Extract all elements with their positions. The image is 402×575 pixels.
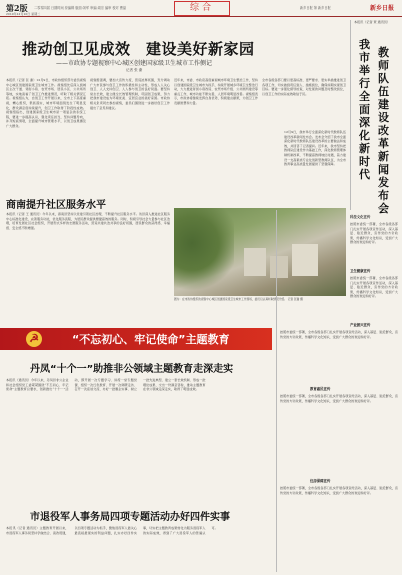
feature-byline: 本报讯（记者 贾 通讯员）: [354, 20, 390, 24]
main-article-col2: 视察组强调，要加大宣传力度，营造浓厚氛围，充分调动广大市民参与创卫工作的积极性和主动性，形成人人关心创卫、人人支持创卫、人人参与创卫的良好局面。要坚持常态长效，建立健全长效管理机制，巩固创卫成果，努力把我市建设成为环境优美、宜居宜业的美好家园。市政协相关负责同志参加视察，委员们围绕进一步做好创卫工作提出了意见和建议。: [90, 78, 170, 110]
sub-item-heading: 产业振兴宣传: [350, 323, 371, 327]
lower-article-1-text: 本报讯（通讯员）今年以来，丹凤县非公企业和社会组织党工委紧紧围绕“不忘初心、牢记使命”主题教育总要求，创新推出“十个一”活动，即开展一次专题学习、讲授一堂专题党课、组织一次红色教育、开展一次调研走访、召开一次座谈交流、办好一批惠企实事、树立一批先进典型、建立一套长效机制、形成一批理论成果、交出一份满意答卷，推动主题教育在非公领域走深走实，取得了明显成效。: [6, 378, 206, 392]
main-article-col4: 全市各级各部门要以更高标准、更严要求、更实举措推进创卫各项工作，切实做到责任到人、措施到位，确保如期实现创卫目标。要进一步强化督导检查，对发现的问题及时整改到位，以创卫工作的实际成效取信于民。: [262, 78, 346, 96]
lower-article-2-text: 本报讯（记者 通讯员）主题教育开展以来，市退役军人事务局坚持学做结合、查改贯通，以四项专题活动为抓手，聚焦退役军人最关心最直接最现实的利益问题，扎实办好四件实事，切实把主题教育成果转化为服务退役军人的实际成效，得到了广大退役军人的普遍认可。: [6, 526, 218, 535]
sub-item-text: 按照市委统一部署，全市各级各部门扎实开展各项宣传活动，深入基层、贴近群众，宣传党的方针政策，传播科学文化知识，受到广大群众的欢迎和好评。: [350, 222, 398, 245]
sub-item-heading: 住房保障宣传: [310, 479, 331, 483]
page-number: 第2版: [6, 3, 28, 13]
section-label: 综合: [174, 1, 230, 16]
party-emblem-icon: ☭: [26, 331, 42, 347]
feature-title-col2: 教师队伍建设改革新闻发布会: [378, 46, 389, 215]
sub-item-text: 按照市委统一部署，全市各级各部门扎实开展各项宣传活动，深入基层、贴近群众，宣传党的方针政策，传播科学文化知识，受到广大群众的欢迎和好评。: [280, 394, 398, 403]
photo-building: [270, 256, 288, 278]
header-meta: 二零零四届 日期时间 综编辑 版面:刘军 审编:周宗 编审 校对 曹晶: [34, 6, 127, 10]
lower-headline-1: 丹凤“十个一”助推非公领域主题教育走深走实: [30, 364, 234, 375]
header-right-meta: 新乡日报 第 新乡日报: [300, 6, 331, 10]
photo-caption: 图为：在市政协组织的视察中心城区创建国家级卫生城市工作现场，委员们认真听取情况介绍。 记者 张谢 摄: [174, 297, 303, 301]
second-article-text: 本报讯（记者 王 通讯员）今年以来，商南县坚持以党建引领社区治理，不断提升社区服务水平。该县深入推进社区服务中心标准化建设，完善服务功能，优化服务流程，为居民群众提供便捷高效的服务。同时，积极引导社会力量参与社区治理，培育发展社区社会组织，开展形式多样的志愿服务活动，营造共建共治共享的良好氛围，居民群众的获得感、幸福感、安全感不断增强。: [6, 212, 170, 230]
banner-text: “不忘初心、牢记使命”主题教育: [72, 333, 230, 346]
sub-item-text: 按照市委统一部署，全市各级各部门扎实开展各项宣传活动，深入基层、贴近群众，宣传党的方针政策，传播科学文化知识，受到广大群众的欢迎和好评。: [280, 486, 398, 495]
photo-building: [292, 244, 318, 276]
feature-title-col1: 我市举行全面深化新时代: [359, 38, 370, 181]
lower-headline-2: 市退役军人事务局四项专题活动办好四件实事: [30, 512, 230, 523]
news-photo: [174, 208, 346, 296]
photo-trees: [174, 208, 234, 296]
main-article-col1: 本报讯（记者 张 谢）12月9日，市政协组织部分委员视察中心城区创建国家级卫生城市工作。视察组先后深入到城区主次干道、背街小巷、农贸市场、居民小区、公共场所等地，实地查看了创卫工作推进情况，听取了相关情况汇报。视察组认为，自创卫工作开展以来，全市上下高度重视，精心组织，狠抓落实，城市环境面貌发生了明显变化，群众满意度持续提升，创卫工作取得了阶段性成效。视察组指出，创建国家级卫生城市是一项复杂的系统工程，要进一步提高认识，强化责任担当，坚持问题导向，补齐短板弱项，全面提升城市管理水平，以创卫成果惠及广大群众。: [6, 78, 86, 128]
column-divider: [350, 20, 351, 210]
sub-item-heading: 科技文化宣传: [350, 215, 371, 219]
second-headline: 商南提升社区服务水平: [6, 200, 106, 211]
page-header: [0, 0, 402, 17]
sub-item-heading: 卫生健康宣传: [350, 269, 371, 273]
sub-item-heading: 教育惠民宣传: [310, 387, 331, 391]
main-article-col3: 近年来，市委、市政府高度重视城市环境卫生整治工作，坚持以创建国家级卫生城市为抓手，持续开展城乡环境卫生整治行动，大力推进背街小巷改造、农贸市场升级、公共厕所建设等重点工作，城市功能不断完善，人居环境明显改善。视察组表示，市政协将继续发挥自身优势，积极建言献策，为创卫工作贡献智慧和力量。: [174, 78, 258, 105]
main-byline: 记者 张 谢: [126, 68, 143, 72]
column-divider: [276, 210, 277, 572]
main-subhead: ——市政协专题视察中心城区创建国家级卫生城市工作侧记: [56, 60, 213, 67]
sub-item-text: 按照市委统一部署，全市各级各部门扎实开展各项宣传活动，深入基层、贴近群众，宣传党的方针政策，传播科学文化知识，受到广大群众的欢迎和好评。: [350, 276, 398, 299]
sub-item-text: 按照市委统一部署，全市各级各部门扎实开展各项宣传活动，深入基层、贴近群众，宣传党的方针政策，传播科学文化知识，受到广大群众的欢迎和好评。: [280, 330, 398, 339]
photo-building: [244, 248, 266, 276]
main-headline: 推动创卫见成效 建设美好新家园: [22, 40, 255, 58]
newspaper-logo: 新乡日报: [370, 5, 395, 12]
theme-banner: [0, 328, 272, 350]
feature-text: 12月9日，我市举行全面深化新时代教师队伍建设改革新闻发布会。发布会介绍了我市全面深化新时代教师队伍建设改革的主要做法和成效，并回答了记者提问。近年来，我市坚持把教师队伍建设作为基础工作，深化教师管理体制机制改革，不断提高教师地位待遇，着力建设一支高素质专业化创新型教师队伍，为全市教育事业高质量发展提供了坚强保障。: [284, 130, 346, 167]
header-date: 2019年12月10日 星期二: [6, 12, 41, 16]
